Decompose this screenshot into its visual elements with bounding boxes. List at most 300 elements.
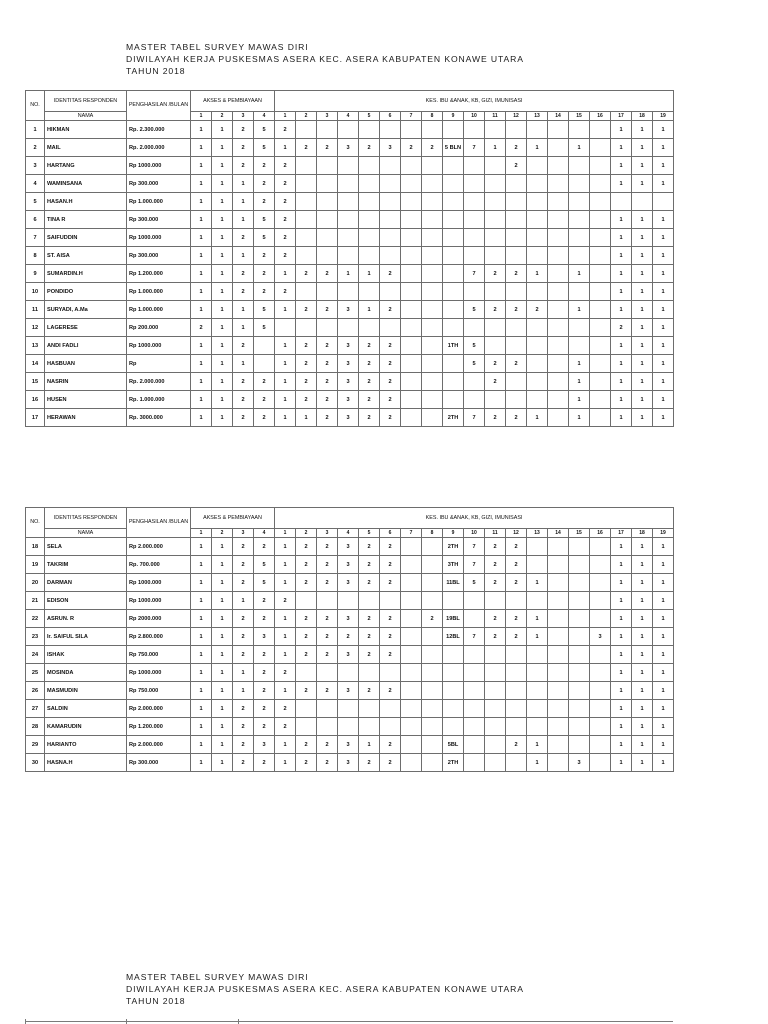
kes-value: 1 — [275, 373, 296, 391]
akses-value: 1 — [191, 736, 212, 754]
document-header — [126, 41, 686, 77]
income-cell: Rp 2.000.000 — [127, 700, 191, 718]
header-akses-num: 1 — [191, 112, 212, 121]
kes-value — [548, 409, 569, 427]
kes-value — [380, 175, 401, 193]
row-number: 27 — [26, 700, 45, 718]
header-kes-num: 9 — [443, 112, 464, 121]
kes-value — [443, 700, 464, 718]
kes-value — [338, 718, 359, 736]
table-row — [26, 664, 674, 682]
kes-value: 1 — [653, 391, 674, 409]
kes-value: 1 — [527, 265, 548, 283]
header-kes-num: 11 — [485, 529, 506, 538]
table-row — [26, 283, 674, 301]
kes-value: 2 — [506, 736, 527, 754]
kes-value: 2 — [485, 355, 506, 373]
kes-value: 3TH — [443, 556, 464, 574]
kes-value — [317, 121, 338, 139]
akses-value: 5 — [254, 301, 275, 319]
kes-value — [401, 355, 422, 373]
kes-value — [359, 157, 380, 175]
akses-value: 1 — [191, 283, 212, 301]
kes-value — [569, 718, 590, 736]
kes-value: 1 — [359, 301, 380, 319]
kes-value — [443, 211, 464, 229]
kes-value — [422, 538, 443, 556]
kes-value: 1 — [275, 646, 296, 664]
akses-value: 1 — [233, 355, 254, 373]
respondent-name: HASNA.H — [45, 754, 127, 772]
akses-value: 1 — [212, 157, 233, 175]
kes-value — [506, 193, 527, 211]
kes-value: 2 — [296, 337, 317, 355]
kes-value — [485, 337, 506, 355]
kes-value: 1 — [275, 610, 296, 628]
kes-value: 1 — [569, 409, 590, 427]
respondent-name: NASRIN — [45, 373, 127, 391]
kes-value — [380, 193, 401, 211]
akses-value: 1 — [212, 700, 233, 718]
kes-value: 2 — [506, 610, 527, 628]
kes-value: 1 — [611, 556, 632, 574]
akses-value: 1 — [212, 319, 233, 337]
header-akses-num: 4 — [254, 529, 275, 538]
kes-value: 2 — [380, 265, 401, 283]
akses-value: 2 — [233, 574, 254, 592]
income-cell: Rp 2.000.000 — [127, 538, 191, 556]
table-row — [26, 121, 674, 139]
kes-value: 2 — [485, 265, 506, 283]
row-number: 20 — [26, 574, 45, 592]
row-number: 7 — [26, 229, 45, 247]
kes-value — [401, 754, 422, 772]
header-kes-num: 13 — [527, 112, 548, 121]
kes-value — [401, 409, 422, 427]
kes-value: 1 — [611, 610, 632, 628]
kes-value: 2 — [485, 610, 506, 628]
header-kes-num: 8 — [422, 112, 443, 121]
next-page-year: TAHUN 2018 — [126, 996, 186, 1006]
kes-value — [338, 211, 359, 229]
table-row — [26, 157, 674, 175]
kes-value: 1 — [527, 139, 548, 157]
kes-value — [422, 283, 443, 301]
kes-value — [422, 736, 443, 754]
kes-value: 2 — [317, 736, 338, 754]
header-kes-num: 6 — [380, 529, 401, 538]
kes-value — [548, 556, 569, 574]
kes-value — [401, 556, 422, 574]
table-row — [26, 754, 674, 772]
kes-value: 1 — [611, 700, 632, 718]
kes-value: 3 — [569, 754, 590, 772]
akses-value: 1 — [212, 373, 233, 391]
kes-value: 1 — [611, 646, 632, 664]
row-number: 18 — [26, 538, 45, 556]
akses-value: 1 — [191, 229, 212, 247]
header-kes-num: 7 — [401, 529, 422, 538]
kes-value: 1 — [611, 229, 632, 247]
kes-value — [401, 373, 422, 391]
kes-value: 1 — [611, 736, 632, 754]
kes-value — [485, 664, 506, 682]
kes-value — [506, 373, 527, 391]
akses-value: 2 — [233, 646, 254, 664]
akses-value: 1 — [191, 538, 212, 556]
kes-value — [422, 355, 443, 373]
kes-value — [401, 592, 422, 610]
kes-value: 1 — [275, 355, 296, 373]
kes-value: 2 — [506, 265, 527, 283]
akses-value: 2 — [254, 610, 275, 628]
kes-value: 2 — [359, 646, 380, 664]
respondent-name: WAMINSANA — [45, 175, 127, 193]
income-cell: Rp 2000.000 — [127, 610, 191, 628]
income-cell: Rp 2.000.000 — [127, 736, 191, 754]
kes-value — [590, 754, 611, 772]
kes-value: 1 — [632, 556, 653, 574]
kes-value: 2 — [317, 265, 338, 283]
kes-value: 1 — [653, 556, 674, 574]
kes-value: 3 — [338, 556, 359, 574]
kes-value — [485, 211, 506, 229]
income-cell: Rp 750.000 — [127, 682, 191, 700]
kes-value — [590, 283, 611, 301]
kes-value — [317, 229, 338, 247]
header-akses-num: 4 — [254, 112, 275, 121]
respondent-name: HASBUAN — [45, 355, 127, 373]
kes-value — [569, 193, 590, 211]
kes-value: 1 — [359, 265, 380, 283]
kes-value: 2 — [359, 628, 380, 646]
table-header-row — [26, 508, 674, 529]
kes-value — [443, 391, 464, 409]
kes-value: 1 — [611, 247, 632, 265]
kes-value — [443, 646, 464, 664]
kes-value — [296, 211, 317, 229]
row-number: 10 — [26, 283, 45, 301]
akses-value: 1 — [191, 247, 212, 265]
kes-value — [338, 592, 359, 610]
kes-value: 1 — [653, 592, 674, 610]
kes-value — [296, 700, 317, 718]
income-cell: Rp 300.000 — [127, 754, 191, 772]
row-number: 25 — [26, 664, 45, 682]
kes-value — [296, 247, 317, 265]
header-no: NO. — [26, 508, 45, 538]
kes-value — [422, 265, 443, 283]
kes-value — [443, 265, 464, 283]
akses-value: 1 — [191, 682, 212, 700]
kes-value: 7 — [464, 139, 485, 157]
kes-value: 2 — [317, 337, 338, 355]
kes-value — [569, 592, 590, 610]
kes-value — [548, 628, 569, 646]
income-cell: Rp 2.800.000 — [127, 628, 191, 646]
header-penghasilan: PENGHASILAN /BULAN — [127, 91, 191, 121]
kes-value — [422, 337, 443, 355]
akses-value: 1 — [191, 391, 212, 409]
kes-value — [527, 157, 548, 175]
header-kes-num: 9 — [443, 529, 464, 538]
akses-value: 1 — [212, 193, 233, 211]
kes-value — [464, 610, 485, 628]
kes-value: 1 — [653, 409, 674, 427]
kes-value — [359, 193, 380, 211]
kes-value — [296, 664, 317, 682]
kes-value: 2 — [275, 283, 296, 301]
kes-value — [569, 610, 590, 628]
kes-value — [317, 175, 338, 193]
kes-value — [527, 121, 548, 139]
akses-value: 1 — [191, 700, 212, 718]
kes-value: 1 — [569, 355, 590, 373]
kes-value — [296, 283, 317, 301]
kes-value: 1 — [569, 139, 590, 157]
kes-value — [422, 157, 443, 175]
kes-value — [401, 337, 422, 355]
akses-value: 1 — [212, 175, 233, 193]
kes-value — [317, 247, 338, 265]
table-row — [26, 556, 674, 574]
kes-value — [464, 211, 485, 229]
kes-value — [422, 319, 443, 337]
akses-value: 1 — [191, 355, 212, 373]
kes-value — [443, 664, 464, 682]
kes-value — [401, 700, 422, 718]
kes-value: 1 — [611, 337, 632, 355]
kes-value — [506, 700, 527, 718]
kes-value: 3 — [590, 628, 611, 646]
kes-value: 3 — [338, 682, 359, 700]
kes-value — [464, 391, 485, 409]
table-row — [26, 265, 674, 283]
kes-value — [464, 193, 485, 211]
kes-value — [359, 718, 380, 736]
kes-value — [485, 319, 506, 337]
header-akses-num: 3 — [233, 112, 254, 121]
header-kes-num: 4 — [338, 112, 359, 121]
kes-value — [548, 592, 569, 610]
kes-value — [527, 283, 548, 301]
kes-value — [401, 610, 422, 628]
kes-value: 1 — [653, 754, 674, 772]
akses-value: 2 — [233, 610, 254, 628]
kes-value — [548, 646, 569, 664]
kes-value — [464, 121, 485, 139]
respondent-name: HERAWAN — [45, 409, 127, 427]
kes-value — [569, 247, 590, 265]
kes-value — [443, 319, 464, 337]
table-row — [26, 628, 674, 646]
kes-value: 2 — [317, 556, 338, 574]
kes-value: 1 — [653, 355, 674, 373]
kes-value — [590, 211, 611, 229]
akses-value: 1 — [233, 319, 254, 337]
kes-value — [506, 337, 527, 355]
kes-value: 1 — [632, 628, 653, 646]
kes-value: 1 — [632, 664, 653, 682]
akses-value: 2 — [233, 391, 254, 409]
kes-value: 2 — [380, 736, 401, 754]
kes-value: 1 — [632, 283, 653, 301]
kes-value — [422, 574, 443, 592]
kes-value — [506, 391, 527, 409]
kes-value: 1 — [569, 265, 590, 283]
header-kes-num: 5 — [359, 112, 380, 121]
kes-value — [569, 574, 590, 592]
kes-value: 2 — [380, 556, 401, 574]
kes-value: 1 — [653, 229, 674, 247]
kes-value — [506, 718, 527, 736]
kes-value: 1 — [611, 574, 632, 592]
header-kes-num: 3 — [317, 112, 338, 121]
table-row — [26, 574, 674, 592]
row-number: 1 — [26, 121, 45, 139]
kes-value — [422, 247, 443, 265]
kes-value: 11BL — [443, 574, 464, 592]
kes-value — [527, 211, 548, 229]
kes-value — [359, 121, 380, 139]
kes-value: 1 — [611, 682, 632, 700]
table-row — [26, 355, 674, 373]
kes-value: 2 — [296, 391, 317, 409]
kes-value — [548, 391, 569, 409]
respondent-name: MAIL — [45, 139, 127, 157]
kes-value — [485, 700, 506, 718]
income-cell: Rp 300.000 — [127, 247, 191, 265]
akses-value: 1 — [233, 664, 254, 682]
kes-value: 1 — [632, 265, 653, 283]
akses-value: 1 — [191, 301, 212, 319]
akses-value: 1 — [191, 121, 212, 139]
kes-value: 7 — [464, 265, 485, 283]
kes-value: 3 — [338, 355, 359, 373]
akses-value: 2 — [254, 409, 275, 427]
kes-value: 2 — [317, 355, 338, 373]
row-number: 15 — [26, 373, 45, 391]
kes-value — [359, 229, 380, 247]
header-akses-num: 2 — [212, 112, 233, 121]
kes-value — [464, 754, 485, 772]
row-number: 28 — [26, 718, 45, 736]
kes-value: 2 — [359, 355, 380, 373]
respondent-name: MASMUDIN — [45, 682, 127, 700]
table-row — [26, 391, 674, 409]
table-header-row — [26, 91, 674, 112]
kes-value — [296, 718, 317, 736]
header-nama: NAMA — [45, 529, 127, 538]
akses-value: 1 — [191, 574, 212, 592]
kes-value: 1 — [653, 700, 674, 718]
akses-value: 1 — [212, 283, 233, 301]
kes-value: 1 — [632, 211, 653, 229]
akses-value: 1 — [212, 736, 233, 754]
akses-value: 1 — [212, 754, 233, 772]
header-kes-num: 3 — [317, 529, 338, 538]
kes-value: 1 — [653, 319, 674, 337]
header-kes-num: 12 — [506, 529, 527, 538]
kes-value — [590, 139, 611, 157]
kes-value — [359, 211, 380, 229]
kes-value: 1 — [569, 373, 590, 391]
akses-value: 2 — [233, 538, 254, 556]
kes-value: 2 — [380, 301, 401, 319]
row-number: 3 — [26, 157, 45, 175]
kes-value — [527, 682, 548, 700]
kes-value: 2 — [506, 301, 527, 319]
header-akses: AKSES & PEMBIAYAAN — [191, 91, 275, 112]
kes-value — [401, 265, 422, 283]
akses-value: 1 — [191, 211, 212, 229]
respondent-name: ST. AISA — [45, 247, 127, 265]
kes-value: 2 — [359, 139, 380, 157]
akses-value: 2 — [233, 754, 254, 772]
kes-value — [296, 319, 317, 337]
row-number: 4 — [26, 175, 45, 193]
kes-value: 2 — [380, 646, 401, 664]
income-cell: Rp 1000.000 — [127, 157, 191, 175]
kes-value — [527, 592, 548, 610]
kes-value: 1 — [632, 229, 653, 247]
kes-value — [569, 175, 590, 193]
kes-value: 2 — [380, 574, 401, 592]
kes-value — [317, 211, 338, 229]
kes-value — [464, 373, 485, 391]
kes-value: 2 — [380, 391, 401, 409]
kes-value: 2 — [380, 610, 401, 628]
kes-value — [380, 664, 401, 682]
kes-value — [401, 121, 422, 139]
akses-value: 1 — [212, 610, 233, 628]
respondent-name: HARIANTO — [45, 736, 127, 754]
header-kes-num: 11 — [485, 112, 506, 121]
kes-value — [548, 175, 569, 193]
kes-value: 2 — [275, 700, 296, 718]
kes-value: 1 — [485, 139, 506, 157]
kes-value: 2 — [422, 139, 443, 157]
kes-value — [359, 664, 380, 682]
akses-value: 2 — [254, 646, 275, 664]
kes-value: 1 — [632, 319, 653, 337]
header-nama: NAMA — [45, 112, 127, 121]
kes-value — [485, 682, 506, 700]
kes-value — [548, 265, 569, 283]
kes-value — [569, 736, 590, 754]
kes-value — [380, 319, 401, 337]
kes-value — [569, 700, 590, 718]
kes-value: 2 — [275, 121, 296, 139]
respondent-name: SALDIN — [45, 700, 127, 718]
kes-value — [590, 574, 611, 592]
header-kes-num: 15 — [569, 529, 590, 538]
kes-value: 7 — [464, 628, 485, 646]
kes-value — [506, 175, 527, 193]
kes-value: 7 — [464, 556, 485, 574]
kes-value: 7 — [464, 409, 485, 427]
kes-value — [569, 538, 590, 556]
akses-value: 2 — [254, 247, 275, 265]
kes-value: 1 — [611, 718, 632, 736]
kes-value: 5 — [464, 337, 485, 355]
kes-value — [590, 391, 611, 409]
akses-value: 2 — [233, 121, 254, 139]
kes-value — [464, 229, 485, 247]
kes-value: 2 — [296, 628, 317, 646]
kes-value: 2 — [317, 610, 338, 628]
header-kes-num: 15 — [569, 112, 590, 121]
